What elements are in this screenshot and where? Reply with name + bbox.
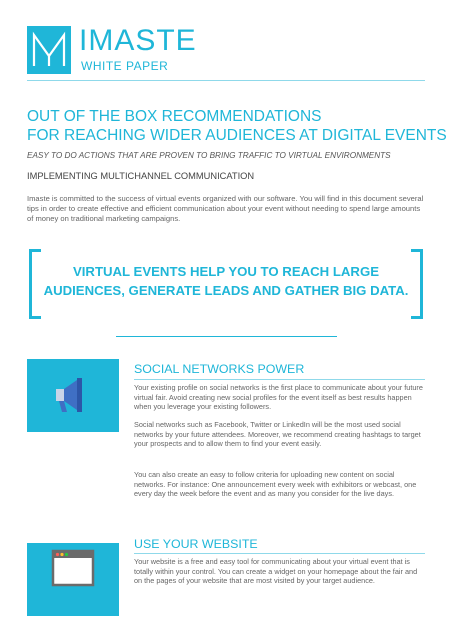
callout-quote xyxy=(40,262,412,300)
intro-heading: IMPLEMENTING MULTICHANNEL COMMUNICATION xyxy=(27,171,255,181)
imaste-monogram-icon xyxy=(27,26,71,74)
callout-line-2: AUDIENCES, GENERATE LEADS AND GATHER BIG DATA. xyxy=(43,283,409,298)
social-paragraph-1: Your existing profile on social networks is the first place to communicate about your future virtual fair. Avoid creating new social profiles for the event itself as best results happen when you leverage your existing followers. xyxy=(134,383,423,412)
imaste-logo xyxy=(27,26,197,78)
section-title-website: USE YOUR WEBSITE xyxy=(134,537,258,551)
page-title: OUT OF THE BOX RECOMMENDATIONS xyxy=(27,108,322,125)
section-title-social: SOCIAL NETWORKS POWER xyxy=(134,362,305,376)
website-paragraph-1: Your website is a free and easy tool for communicating about your virtual event that is totally within your control. You can create a widget on your homepage about the fair and on the pages of your website that are most visited by your target audience. xyxy=(134,557,418,586)
document-type: WHITE PAPER xyxy=(81,59,169,73)
social-paragraph-2: Social networks such as Facebook, Twitter or LinkedIn will be the most used social networks by your future attendees. Moreover, we recommend creating hashtags to target your prospects and to allow them to find your event easily. xyxy=(134,420,421,449)
social-paragraph-3: You can also create an easy to follow criteria for uploading new content on social networks. For instance: One announcement every week with exhibitors or webcast, one every day the week before the event and as many you consider for the live days. xyxy=(134,470,417,499)
section-divider xyxy=(116,336,337,337)
page-kicker: EASY TO DO ACTIONS THAT ARE PROVEN TO BRING TRAFFIC TO VIRTUAL ENVIRONMENTS xyxy=(27,151,391,160)
megaphone-icon xyxy=(27,359,119,432)
social-section-illustration xyxy=(27,359,119,432)
callout-bracket-right xyxy=(411,249,423,319)
callout-line-1: VIRTUAL EVENTS HELP YOU TO REACH LARGE xyxy=(72,264,380,279)
intro-paragraph: Imaste is committed to the success of virtual events organized with our software. You will find in this document several tips in order to create effective and efficient communication about your event without needing to spend large amounts of money on traditional marketing campaigns. xyxy=(27,194,424,224)
browser-window-icon xyxy=(27,543,119,616)
section-title-underline xyxy=(134,379,425,380)
page-subtitle: FOR REACHING WIDER AUDIENCES AT DIGITAL EVENTS xyxy=(27,127,447,144)
section-title-underline xyxy=(134,553,425,554)
website-section-illustration xyxy=(27,543,119,616)
brand-name: IMASTE xyxy=(79,24,197,57)
header-divider xyxy=(27,80,425,81)
